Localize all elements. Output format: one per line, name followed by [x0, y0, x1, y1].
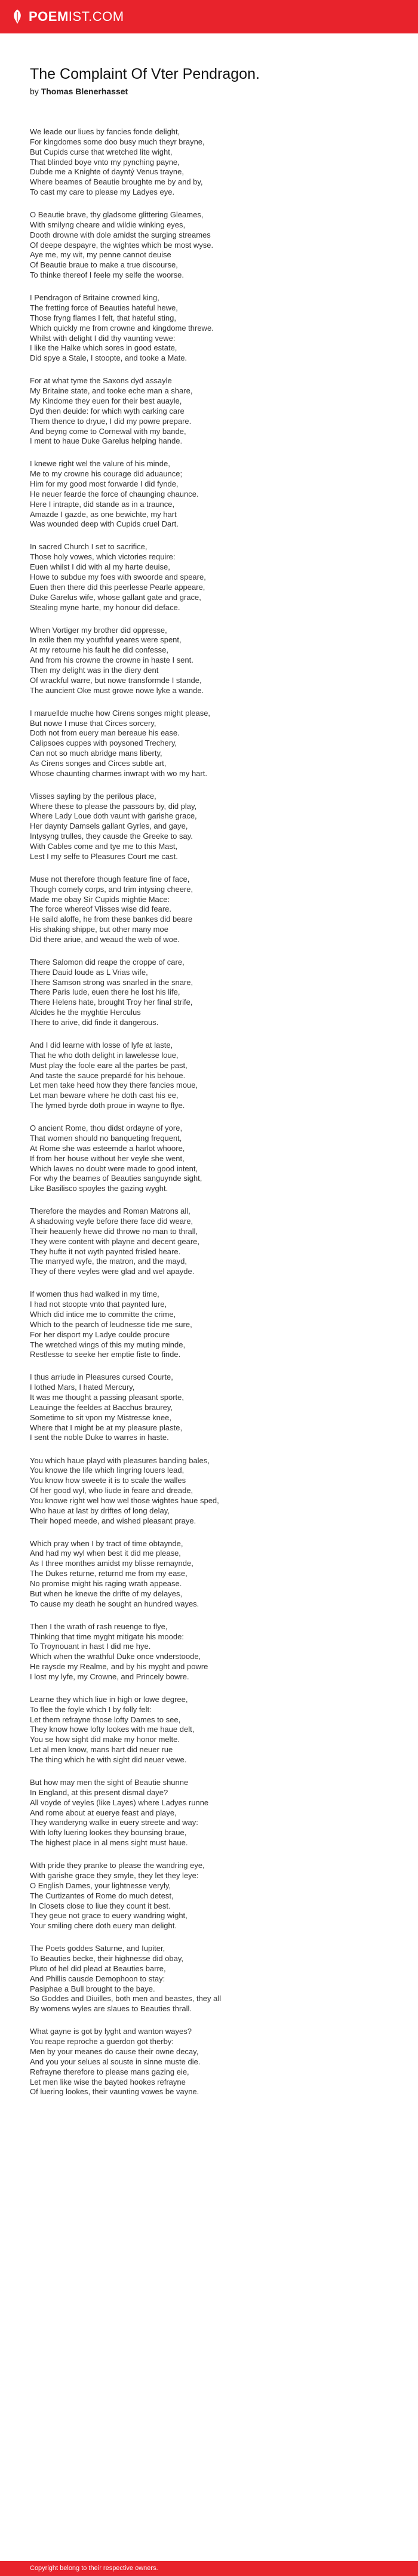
poem-line: As Cirens songes and Circes subtle art, — [30, 758, 167, 768]
poem-line: Euen whilst I did with al my harte deuise, — [30, 562, 170, 572]
poem-line: There Helens hate, brought Troy her final strife, — [30, 998, 193, 1007]
site-footer — [0, 2561, 418, 2576]
poem-line: Refrayne therefore to please mans gazing eie, — [30, 2067, 189, 2076]
poem-line: There Samson strong was snarled in the snare, — [30, 977, 193, 987]
poem-line: To Troynouant in hast I did me hye. — [30, 1642, 151, 1651]
poem-stanza — [30, 376, 388, 447]
poem-line: They of there veyles were glad and wel apayde. — [30, 1267, 195, 1276]
poem-line: Who haue at last by driftes of long delay, — [30, 1506, 170, 1515]
poem-line: And Phillis causde Demophoon to stay: — [30, 1974, 165, 1983]
poem-line: Men by your meanes do cause their owne decay, — [30, 2047, 199, 2056]
poem-line: Your smiling chere doth euery man delight. — [30, 1921, 177, 1931]
poem-line: They hufte it not wyth paynted frisled heare. — [30, 1247, 181, 1256]
poem-line: Let men like wise the bayted hookes refrayne — [30, 2077, 186, 2086]
poem-line: For why the beames of Beauties sanguynde sight, — [30, 1174, 202, 1183]
poem-line: For kingdomes some doo busy much theyr brayne, — [30, 137, 205, 146]
poem-line: That blinded boye vnto my pynching payne, — [30, 157, 180, 167]
poem-line: And had my wyl when best it did me please, — [30, 1549, 181, 1558]
poem-line: Their hoped meede, and wished pleasant praye. — [30, 1516, 196, 1525]
poem-line: Of Beautie braue to make a true discourse, — [30, 260, 178, 270]
poem-line: The force whereof Vlisses wise did feare. — [30, 904, 171, 914]
poem-line: I ment to haue Duke Garelus helping hande. — [30, 436, 183, 446]
poem-line: The highest place in al mens sight must haue. — [30, 1838, 188, 1848]
poem-line: Their heauenly hewe did throwe no man to thrall, — [30, 1226, 198, 1236]
poem-line: Where these to please the passours by, did play, — [30, 801, 197, 811]
poem-line: Which pray when I by tract of time obtaynde, — [30, 1538, 183, 1548]
poem-line: When Vortiger my brother did oppresse, — [30, 625, 167, 635]
poem-line: Whilst with delight I did thy vaunting vewe: — [30, 333, 176, 343]
poem-stanza — [30, 875, 388, 945]
poem-line: He saild aloffe, he from these bankes did beare — [30, 915, 193, 924]
poem-line: Which lawes no doubt were made to good intent, — [30, 1164, 198, 1173]
poem-line: I lost my lyfe, my Crowne, and Princely bowre. — [30, 1672, 189, 1681]
copyright-text: Copyright belong to their respective owners. — [30, 2565, 158, 2572]
poem-stanza — [30, 1622, 388, 1682]
poem-line: To Beauties becke, their highnesse did obay, — [30, 1954, 184, 1963]
poem-stanza — [30, 2027, 388, 2097]
poem-line: So Goddes and Diuilles, both men and beastes, they all — [30, 1994, 222, 2003]
poem-line: Of her good wyl, who liude in feare and dreade, — [30, 1486, 193, 1495]
poem-line: Those fryng flames I felt, that hateful sting, — [30, 313, 176, 322]
poem-line: My Kindome they euen for their best auayle, — [30, 396, 182, 405]
poem-line: That he who doth delight in lawelesse loue, — [30, 1050, 179, 1060]
poem-line: Where Lady Loue doth vaunt with garishe grace, — [30, 811, 197, 821]
poem-line: Of deepe despayre, the wightes which be most wyse. — [30, 240, 214, 250]
poem-line: Then I the wrath of rash reuenge to flye, — [30, 1621, 168, 1631]
poem-line: Doth not from euery man bereaue his ease. — [30, 728, 180, 738]
poem-line: Whose chaunting charmes inwrapt with wo my hart. — [30, 768, 207, 778]
poem-line: Alcides he the myghtie Herculus — [30, 1008, 141, 1017]
poem-line: Lest I my selfe to Pleasures Court me cast. — [30, 851, 178, 861]
poem-stanza — [30, 1041, 388, 1111]
poem-line: Was wounded deep with Cupids cruel Dart. — [30, 519, 179, 529]
poem-line: Learne they which liue in high or lowe degree, — [30, 1694, 188, 1704]
poem-line: But when he knewe the drifte of my delayes, — [30, 1589, 183, 1598]
poem-line: Where that I might be at my pleasure plaste, — [30, 1423, 183, 1432]
poem-line: You knowe the life which lingring louers lead, — [30, 1466, 185, 1475]
poem-line: Therefore the maydes and Roman Matrons all, — [30, 1207, 190, 1216]
poem-line: Which when the wrathful Duke once vnderstoode, — [30, 1652, 201, 1661]
poem-line: Howe to subdue my foes with swoorde and speare, — [30, 573, 206, 581]
poem-line: Let man beware where he doth cast his ee, — [30, 1091, 179, 1100]
poem-line: Made me obay Sir Cupids mightie Mace: — [30, 894, 170, 904]
poem-line: To flee the foyle which I by folly felt: — [30, 1704, 152, 1714]
author-link[interactable]: Thomas Blenerhasset — [41, 87, 128, 96]
poem-line: My Britaine state, and tooke eche man a share, — [30, 386, 193, 396]
poem-line: Did spye a Stale, I stoopte, and tooke a Mate. — [30, 353, 188, 363]
poem-line: Calipsoes cuppes with poysoned Trechery, — [30, 738, 177, 748]
poem-line: The Dukes returne, returnd me from my ease, — [30, 1569, 188, 1578]
poem-line: I sent the noble Duke to warres in haste. — [30, 1433, 169, 1442]
poem-stanza — [30, 1207, 388, 1277]
poem-stanza — [30, 1289, 388, 1360]
poem-line: At Rome she was esteemde a harlot whoore, — [30, 1143, 185, 1153]
poem-line: I had not stoopte vnto that paynted lure, — [30, 1300, 167, 1309]
poem-line: Me to my crowne his courage did aduaunce; — [30, 469, 183, 479]
poem-stanza — [30, 792, 388, 862]
poem-line: At my retourne his fault he did confesse, — [30, 645, 168, 655]
poem-line: We leade our liues by fancies fonde delight, — [30, 127, 180, 136]
poem-line: He neuer fearde the force of chaunging chaunce. — [30, 489, 199, 498]
poem-line: A shadowing veyle before there face did weare, — [30, 1217, 193, 1226]
poem-line: Like Basilisco spoyles the gazing wyght. — [30, 1184, 168, 1193]
poem-line: They geue not grace to euery wandring wight, — [30, 1911, 188, 1921]
poem-line: The fretting force of Beauties hateful hewe, — [30, 303, 178, 313]
poem-stanza — [30, 1944, 388, 2014]
poem-line: I knewe right wel the valure of his minde, — [30, 459, 170, 469]
poem-stanza — [30, 1778, 388, 1848]
poem-line: It was me thought a passing pleasant sporte, — [30, 1393, 184, 1402]
poem-line: In exile then my youthful yeares were spent, — [30, 635, 182, 645]
poem-line: In Closets close to liue they count it best. — [30, 1901, 171, 1910]
poem-line: The Curtizantes of Rome do much detest, — [30, 1891, 174, 1900]
site-header — [0, 0, 418, 33]
poem-line: Intysyng trulles, they causde the Greeke to say. — [30, 832, 193, 841]
poem-stanza — [30, 709, 388, 779]
poem-line: Let men take heed how they there fancies moue, — [30, 1081, 198, 1090]
poem-line: The auncient Oke must growe nowe lyke a wande. — [30, 685, 204, 695]
poem-line: Must play the foole eare al the partes be past, — [30, 1060, 188, 1070]
poem-stanza — [30, 542, 388, 613]
poem-line: Dooth drowne with dole amidst the surging streames — [30, 230, 211, 239]
quill-icon — [11, 9, 24, 24]
poem-byline — [30, 87, 388, 96]
poem-line: What gayne is got by lyght and wanton wayes? — [30, 2027, 192, 2036]
poem-line: In sacred Church I set to sacrifice, — [30, 542, 147, 552]
site-brand: POEMIST.COM — [29, 9, 124, 24]
poem-line: Restlesse to seeke her emptie fiste to finde. — [30, 1350, 181, 1359]
poem-line: With pride they pranke to please the wandring eye, — [30, 1861, 205, 1870]
poem-title: The Complaint Of Vter Pendragon. — [30, 66, 260, 82]
poem-line: For at what tyme the Saxons dyd assayle — [30, 376, 172, 386]
poem-line: And taste the sauce prepardé for his behoue. — [30, 1070, 186, 1080]
poem-line: The thing which he with sight did neuer vewe. — [30, 1755, 187, 1764]
poem-line: You se how sight did make my honor melte. — [30, 1735, 180, 1744]
poem-line: Aye me, my wit, my penne cannot deuise — [30, 250, 171, 260]
poem-stanza — [30, 958, 388, 1028]
poem-line: I lothed Mars, I hated Mercury, — [30, 1383, 135, 1392]
poem-line: I like the Halke which sores in good estate, — [30, 343, 177, 353]
poem-stanza — [30, 459, 388, 530]
poem-line: Duke Garelus wife, whose gallant gate and grace, — [30, 592, 201, 602]
poem-stanza — [30, 1372, 388, 1443]
poem-line: For her disport my Ladye coulde procure — [30, 1329, 170, 1339]
poem-line: Which quickly me from crowne and kingdome threwe. — [30, 323, 214, 333]
poem-line: And rome about at euerye feast and playe, — [30, 1808, 177, 1817]
poem-line: Dyd then deuide: for which wyth carking care — [30, 406, 185, 416]
poem-line: Of luering lookes, their vaunting vowes be vayne. — [30, 2087, 199, 2097]
poem-line: His shaking shippe, but other many moe — [30, 925, 168, 934]
poem-line: I thus arriude in Pleasures cursed Courte, — [30, 1372, 173, 1382]
poem-line: No promise might his raging wrath appease. — [30, 1578, 182, 1588]
poem-line: As I three monthes amidst my blisse remaynde, — [30, 1559, 193, 1568]
poem-line: There to arive, did finde it dangerous. — [30, 1018, 159, 1027]
poem-stanza — [30, 1456, 388, 1526]
poem-line: With Cables come and tye me to this Mast, — [30, 841, 178, 851]
poem-line: Can not so much abridge mans liberty, — [30, 749, 162, 758]
poem-stanza — [30, 1124, 388, 1194]
poem-line: Stealing myne harte, my honour did deface. — [30, 602, 180, 612]
poem-line: I Pendragon of Britaine crowned king, — [30, 293, 159, 303]
poem-line: That women should no banqueting frequent, — [30, 1133, 182, 1143]
poem-line: The lymed byrde doth proue in wayne to flye. — [30, 1101, 185, 1110]
poem-line: Where beames of Beautie broughte me by and by, — [30, 177, 203, 187]
poem-line: Leauinge the feeldes at Bacchus braurey, — [30, 1402, 173, 1412]
poem-line: They wanderyng walke in euery streete and way: — [30, 1818, 198, 1827]
poem-line: If from her house without her veyle she went, — [30, 1153, 185, 1163]
poem-line: There Paris Iude, euen there he lost his life, — [30, 987, 180, 997]
poem-line: Which did intice me to committe the crime, — [30, 1310, 176, 1319]
poem-line: The wretched wings of this my muting minde, — [30, 1340, 186, 1349]
poem-line: Of wrackful warre, but nowe transformde I stande, — [30, 675, 202, 685]
poem-line: In England, at this present dismal daye? — [30, 1787, 168, 1797]
poem-line: He raysde my Realme, and by his myght and powre — [30, 1662, 208, 1672]
poem-line: All voyde of veyles (like Layes) where Ladyes runne — [30, 1798, 209, 1807]
poem-line: You knowe right wel how wel those wightes haue sped, — [30, 1495, 219, 1505]
poem-line: With smilyng cheare and wildie winking eyes, — [30, 220, 186, 229]
poem-line: The marryed wyfe, the matron, and the mayd, — [30, 1257, 188, 1266]
poem-line: O ancient Rome, thou didst ordayne of yore, — [30, 1124, 183, 1133]
poem-line: Them thence to dryue, I did my powre prepare. — [30, 416, 192, 426]
poem-line: Which to the pearch of leudnesse tide me sure, — [30, 1319, 192, 1329]
poem-line: The Poets goddes Saturne, and Iupiter, — [30, 1944, 165, 1953]
poem-line: By womens wyles are slaues to Beauties thrall. — [30, 2004, 192, 2014]
poem-stanza — [30, 626, 388, 696]
poem-stanza — [30, 1539, 388, 1609]
poem-line: They know howe lofty lookes with me haue delt, — [30, 1725, 195, 1734]
byline-prefix: by — [30, 87, 39, 96]
poem-line: But Cupids curse that wretched lite wight, — [30, 147, 173, 156]
poem-line: O Beautie brave, thy gladsome glittering Gleames, — [30, 210, 204, 220]
poem-line: Though comely corps, and trim intysing cheere, — [30, 884, 193, 894]
poem-line: And you your selues al souste in sinne muste die. — [30, 2057, 201, 2066]
poem-line: With lofty luering lookes they bounsing braue, — [30, 1828, 187, 1838]
poem-line: Did there ariue, and weaud the web of woe. — [30, 934, 180, 944]
poem-line: But nowe I muse that Circes sorcery, — [30, 718, 156, 728]
poem-line: Sometime to sit vpon my Mistresse knee, — [30, 1412, 171, 1422]
poem-line: Here I intrapte, did stande as in a traunce, — [30, 499, 175, 509]
site-logo[interactable] — [11, 9, 124, 24]
poem-line: Amazde I gazde, as one bewichte, my hart — [30, 509, 177, 519]
poem-line: I maruellde muche how Cirens songes might please, — [30, 708, 211, 718]
poem-line: Let them refrayne those lofty Dames to see, — [30, 1715, 181, 1724]
poem-line: And I did learne with losse of lyfe at laste, — [30, 1041, 173, 1050]
poem-line: To cause my death he sought an hundred wayes. — [30, 1599, 199, 1608]
poem-stanza — [30, 1861, 388, 1931]
poem-line: They were content with playne and decent geare, — [30, 1236, 200, 1246]
poem-line: Dubde me a Knighte of dayntý Venus trayne, — [30, 167, 185, 177]
poem-line: To thinke thereof I feele my selfe the woorse. — [30, 270, 184, 280]
poem-stanza — [30, 210, 388, 281]
poem-line: If women thus had walked in my time, — [30, 1289, 159, 1299]
poem-line: With garishe grace they smyle, they let they leye: — [30, 1870, 199, 1880]
poem-line: And from his crowne the crowne in haste I sent. — [30, 655, 193, 665]
poem-line: Let al men know, mans hart did neuer rue — [30, 1745, 173, 1755]
poem-line: Then my delight was in the diery dent — [30, 665, 159, 675]
poem-line: Pasiphae a Bull brought to the baye. — [30, 1984, 155, 1993]
poem-line: Muse not therefore though feature fine of face, — [30, 874, 190, 884]
poem-line: Those holy vowes, which victories require: — [30, 552, 176, 562]
poem-line: Her daynty Damsels gallant Gyrles, and gaye, — [30, 821, 188, 831]
poem-line: Thinking that time myght mitigate his moode: — [30, 1632, 184, 1641]
poem-stanza — [30, 127, 388, 198]
poem-line: O English Dames, your lightnesse veryly, — [30, 1881, 171, 1890]
poem-line: Him for my good most forwarde I did fynde, — [30, 479, 179, 489]
poem-line: Vlisses sayling by the perilous place, — [30, 791, 156, 801]
poem-line: You which haue playd with pleasures banding bales, — [30, 1455, 210, 1465]
poem-article — [30, 66, 388, 2110]
poem-line: But how may men the sight of Beautie shunne — [30, 1778, 189, 1787]
poem-line: There Salomon did reape the croppe of care, — [30, 957, 185, 967]
poem-line: You reape reproche a guerdon got therby: — [30, 2037, 174, 2046]
poem-body — [30, 127, 388, 2097]
poem-line: And beyng come to Cornewal with my bande, — [30, 426, 186, 436]
poem-line: To cast my care to please my Ladyes eye. — [30, 187, 175, 197]
poem-line: Pluto of hel did plead at Beauties barre, — [30, 1963, 166, 1973]
poem-stanza — [30, 1695, 388, 1765]
poem-line: You know how sweete it is to scale the walles — [30, 1476, 186, 1485]
poem-line: Euen then there did this peerlesse Pearle appeare, — [30, 582, 205, 592]
poem-line: There Dauid loude as L Vrias wife, — [30, 967, 148, 977]
poem-stanza — [30, 293, 388, 364]
